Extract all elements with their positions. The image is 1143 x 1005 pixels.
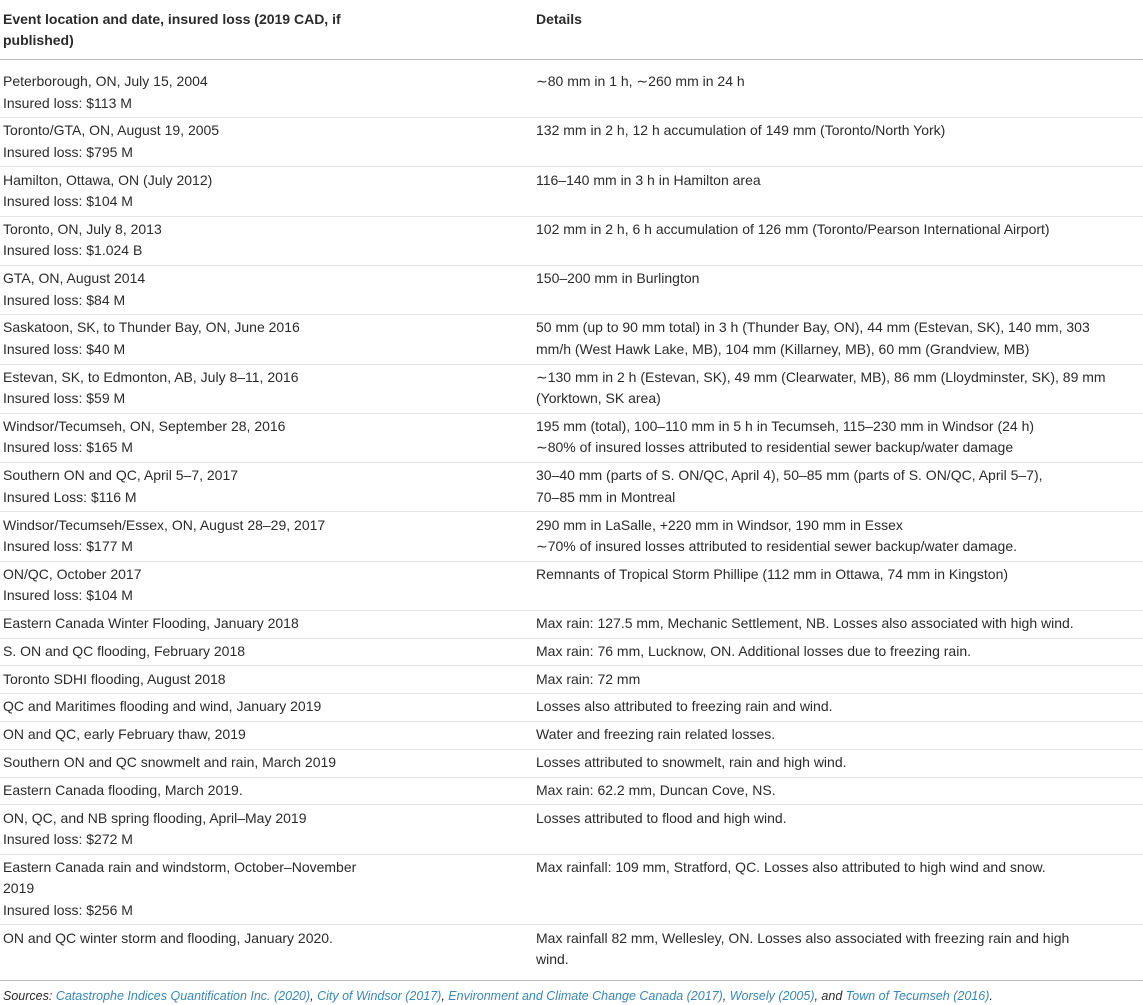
- cell-location: [0, 463, 534, 512]
- details-line: Losses attributed to flood and high wind.: [536, 809, 787, 826]
- cell-details: [534, 118, 1143, 167]
- details-line: Max rain: 72 mm: [536, 670, 641, 687]
- details-line: Losses attributed to snowmelt, rain and high wind.: [536, 754, 847, 770]
- cell-location: [0, 364, 534, 413]
- location-line: Eastern Canada rain and windstorm, October–November: [3, 858, 357, 875]
- table-row: [0, 413, 1143, 462]
- cell-location: [0, 777, 534, 805]
- cell-details: [534, 167, 1143, 216]
- location-line: Eastern Canada flooding, March 2019.: [3, 781, 243, 798]
- cell-details: [534, 749, 1143, 777]
- location-line: Southern ON and QC snowmelt and rain, March 2019: [3, 754, 337, 770]
- details-line: ∼70% of insured losses attributed to residential sewer backup/water damage.: [536, 538, 1017, 555]
- details-line: Max rainfall: 109 mm, Stratford, QC. Losses also attributed to high wind and snow.: [536, 858, 1046, 875]
- details-line: (Yorktown, SK area): [536, 390, 661, 407]
- location-line: Hamilton, Ottawa, ON (July 2012): [3, 171, 213, 188]
- table-row: [0, 315, 1143, 364]
- source-separator: , and: [814, 988, 846, 1003]
- cell-location: [0, 60, 534, 118]
- cell-details: [534, 925, 1143, 980]
- details-line: 195 mm (total), 100–110 mm in 5 h in Tecumseh, 115–230 mm in Windsor (24 h): [536, 417, 1035, 434]
- location-line: Insured loss: $1.024 B: [3, 242, 143, 259]
- location-line: Toronto/GTA, ON, August 19, 2005: [3, 122, 220, 139]
- details-line: 102 mm in 2 h, 6 h accumulation of 126 mm (Toronto/Pearson International Airport): [536, 220, 1050, 237]
- details-line: Max rain: 76 mm, Lucknow, ON. Additional losses due to freezing rain.: [536, 642, 971, 659]
- table-row: [0, 638, 1143, 666]
- cell-location: [0, 694, 534, 722]
- cell-details: [534, 463, 1143, 512]
- location-line: Insured loss: $104 M: [3, 193, 133, 210]
- location-line: ON and QC, early February thaw, 2019: [3, 726, 246, 743]
- details-line: ∼80 mm in 1 h, ∼260 mm in 24 h: [536, 73, 745, 89]
- location-line: Insured loss: $165 M: [3, 439, 133, 456]
- table-row: [0, 666, 1143, 694]
- details-line: mm/h (West Hawk Lake, MB), 104 mm (Killarney, MB), 60 mm (Grandview, MB): [536, 340, 1030, 357]
- location-line: 2019: [3, 880, 35, 897]
- table-row: [0, 512, 1143, 561]
- source-separator: ,: [441, 988, 449, 1003]
- table-row: [0, 694, 1143, 722]
- cell-location: [0, 118, 534, 167]
- location-line: ON/QC, October 2017: [3, 565, 142, 582]
- details-line: Remnants of Tropical Storm Phillipe (112 mm in Ottawa, 74 mm in Kingston): [536, 565, 1009, 582]
- source-separator: .: [989, 988, 993, 1003]
- table-row: [0, 854, 1143, 925]
- cell-details: [534, 265, 1143, 314]
- cell-details: [534, 512, 1143, 561]
- header-row: [0, 0, 1143, 60]
- cell-details: [534, 854, 1143, 925]
- table-header: [0, 0, 1143, 60]
- cell-location: [0, 512, 534, 561]
- details-line: wind.: [536, 951, 569, 968]
- location-line: ON and QC winter storm and flooding, January 2020.: [3, 929, 333, 946]
- cell-location: [0, 722, 534, 750]
- details-line: ∼80% of insured losses attributed to residential sewer backup/water damage: [536, 439, 1014, 456]
- details-line: Max rainfall 82 mm, Wellesley, ON. Losses also associated with freezing rain and high: [536, 929, 1070, 946]
- source-separator: ,: [310, 988, 318, 1003]
- table-row: [0, 265, 1143, 314]
- table-row: [0, 925, 1143, 980]
- table-row: [0, 561, 1143, 610]
- location-line: Insured loss: $104 M: [3, 587, 133, 604]
- details-line: 290 mm in LaSalle, +220 mm in Windsor, 190 mm in Essex: [536, 516, 903, 533]
- table-row: [0, 749, 1143, 777]
- table-row: [0, 463, 1143, 512]
- cell-details: [534, 216, 1143, 265]
- location-line: Toronto SDHI flooding, August 2018: [3, 670, 226, 687]
- cell-details: [534, 413, 1143, 462]
- source-ref[interactable]: Worsely (2005): [729, 988, 815, 1003]
- cell-location: [0, 413, 534, 462]
- details-line: ∼130 mm in 2 h (Estevan, SK), 49 mm (Clearwater, MB), 86 mm (Lloydminster, SK), 89 mm: [536, 368, 1106, 385]
- table-row: [0, 777, 1143, 805]
- details-line: 70–85 mm in Montreal: [536, 488, 676, 505]
- location-line: Windsor/Tecumseh/Essex, ON, August 28–29, 2017: [3, 516, 326, 533]
- cell-details: [534, 805, 1143, 854]
- location-line: Insured loss: $59 M: [3, 390, 126, 407]
- cell-location: [0, 167, 534, 216]
- cell-details: [534, 315, 1143, 364]
- header-location: Event location and date, insured loss (2019 CAD, if published): [0, 0, 534, 60]
- cell-details: [534, 694, 1143, 722]
- location-line: Insured loss: $84 M: [3, 291, 126, 308]
- location-line: Insured loss: $177 M: [3, 538, 133, 555]
- cell-location: [0, 805, 534, 854]
- source-ref[interactable]: Town of Tecumseh (2016): [845, 988, 990, 1003]
- header-details: Details: [534, 0, 1143, 60]
- cell-details: [534, 60, 1143, 118]
- cell-location: [0, 265, 534, 314]
- location-line: Peterborough, ON, July 15, 2004: [3, 73, 208, 89]
- table-row: [0, 805, 1143, 854]
- cell-location: [0, 610, 534, 638]
- location-line: Insured loss: $272 M: [3, 831, 133, 848]
- cell-location: [0, 749, 534, 777]
- location-line: Insured loss: $256 M: [3, 901, 133, 918]
- source-separator: ,: [722, 988, 730, 1003]
- details-line: Losses also attributed to freezing rain and wind.: [536, 698, 833, 715]
- details-line: Max rain: 62.2 mm, Duncan Cove, NS.: [536, 781, 776, 798]
- cell-location: [0, 666, 534, 694]
- details-line: 116–140 mm in 3 h in Hamilton area: [536, 171, 761, 188]
- cell-location: [0, 561, 534, 610]
- location-line: ON, QC, and NB spring flooding, April–May 2019: [3, 809, 307, 826]
- cell-location: [0, 315, 534, 364]
- details-line: Water and freezing rain related losses.: [536, 726, 776, 743]
- details-line: 50 mm (up to 90 mm total) in 3 h (Thunder Bay, ON), 44 mm (Estevan, SK), 140 mm, 303: [536, 319, 1090, 336]
- location-line: Saskatoon, SK, to Thunder Bay, ON, June 2016: [3, 319, 300, 336]
- table-row: [0, 722, 1143, 750]
- details-line: 30–40 mm (parts of S. ON/QC, April 4), 50–85 mm (parts of S. ON/QC, April 5–7),: [536, 467, 1043, 484]
- table-row: [0, 216, 1143, 265]
- source-ref[interactable]: Environment and Climate Change Canada (2017): [448, 988, 723, 1003]
- location-line: QC and Maritimes flooding and wind, January 2019: [3, 698, 322, 715]
- location-line: Toronto, ON, July 8, 2013: [3, 220, 162, 237]
- cell-details: [534, 561, 1143, 610]
- location-line: Insured Loss: $116 M: [3, 488, 137, 505]
- location-line: Insured loss: $40 M: [3, 340, 126, 357]
- cell-location: [0, 854, 534, 925]
- cell-details: [534, 364, 1143, 413]
- location-line: GTA, ON, August 2014: [3, 270, 146, 287]
- location-line: Windsor/Tecumseh, ON, September 28, 2016: [3, 417, 286, 434]
- table-row: [0, 118, 1143, 167]
- cell-details: [534, 610, 1143, 638]
- location-line: Eastern Canada Winter Flooding, January 2018: [3, 615, 299, 632]
- sources-label: Sources:: [3, 988, 53, 1003]
- table-row: [0, 167, 1143, 216]
- cell-location: [0, 925, 534, 980]
- details-line: Max rain: 127.5 mm, Mechanic Settlement, NB. Losses also associated with high wind.: [536, 615, 1074, 632]
- table-row: [0, 610, 1143, 638]
- location-line: Insured loss: $795 M: [3, 143, 133, 160]
- cell-details: [534, 722, 1143, 750]
- cell-details: [534, 777, 1143, 805]
- source-ref[interactable]: City of Windsor (2017): [317, 988, 442, 1003]
- source-ref[interactable]: Catastrophe Indices Quantification Inc. (2020): [55, 988, 311, 1003]
- sources-footnote: [0, 981, 1143, 1005]
- cell-location: [0, 216, 534, 265]
- table-row: [0, 364, 1143, 413]
- location-line: Southern ON and QC, April 5–7, 2017: [3, 467, 239, 484]
- details-line: 150–200 mm in Burlington: [536, 270, 700, 287]
- cell-details: [534, 638, 1143, 666]
- location-line: Estevan, SK, to Edmonton, AB, July 8–11, 2016: [3, 368, 299, 385]
- cell-location: [0, 638, 534, 666]
- table-body: [0, 60, 1143, 981]
- table-row: [0, 60, 1143, 118]
- details-line: 132 mm in 2 h, 12 h accumulation of 149 mm (Toronto/North York): [536, 122, 946, 139]
- location-line: S. ON and QC flooding, February 2018: [3, 642, 246, 659]
- cell-details: [534, 666, 1143, 694]
- location-line: Insured loss: $113 M: [3, 94, 132, 111]
